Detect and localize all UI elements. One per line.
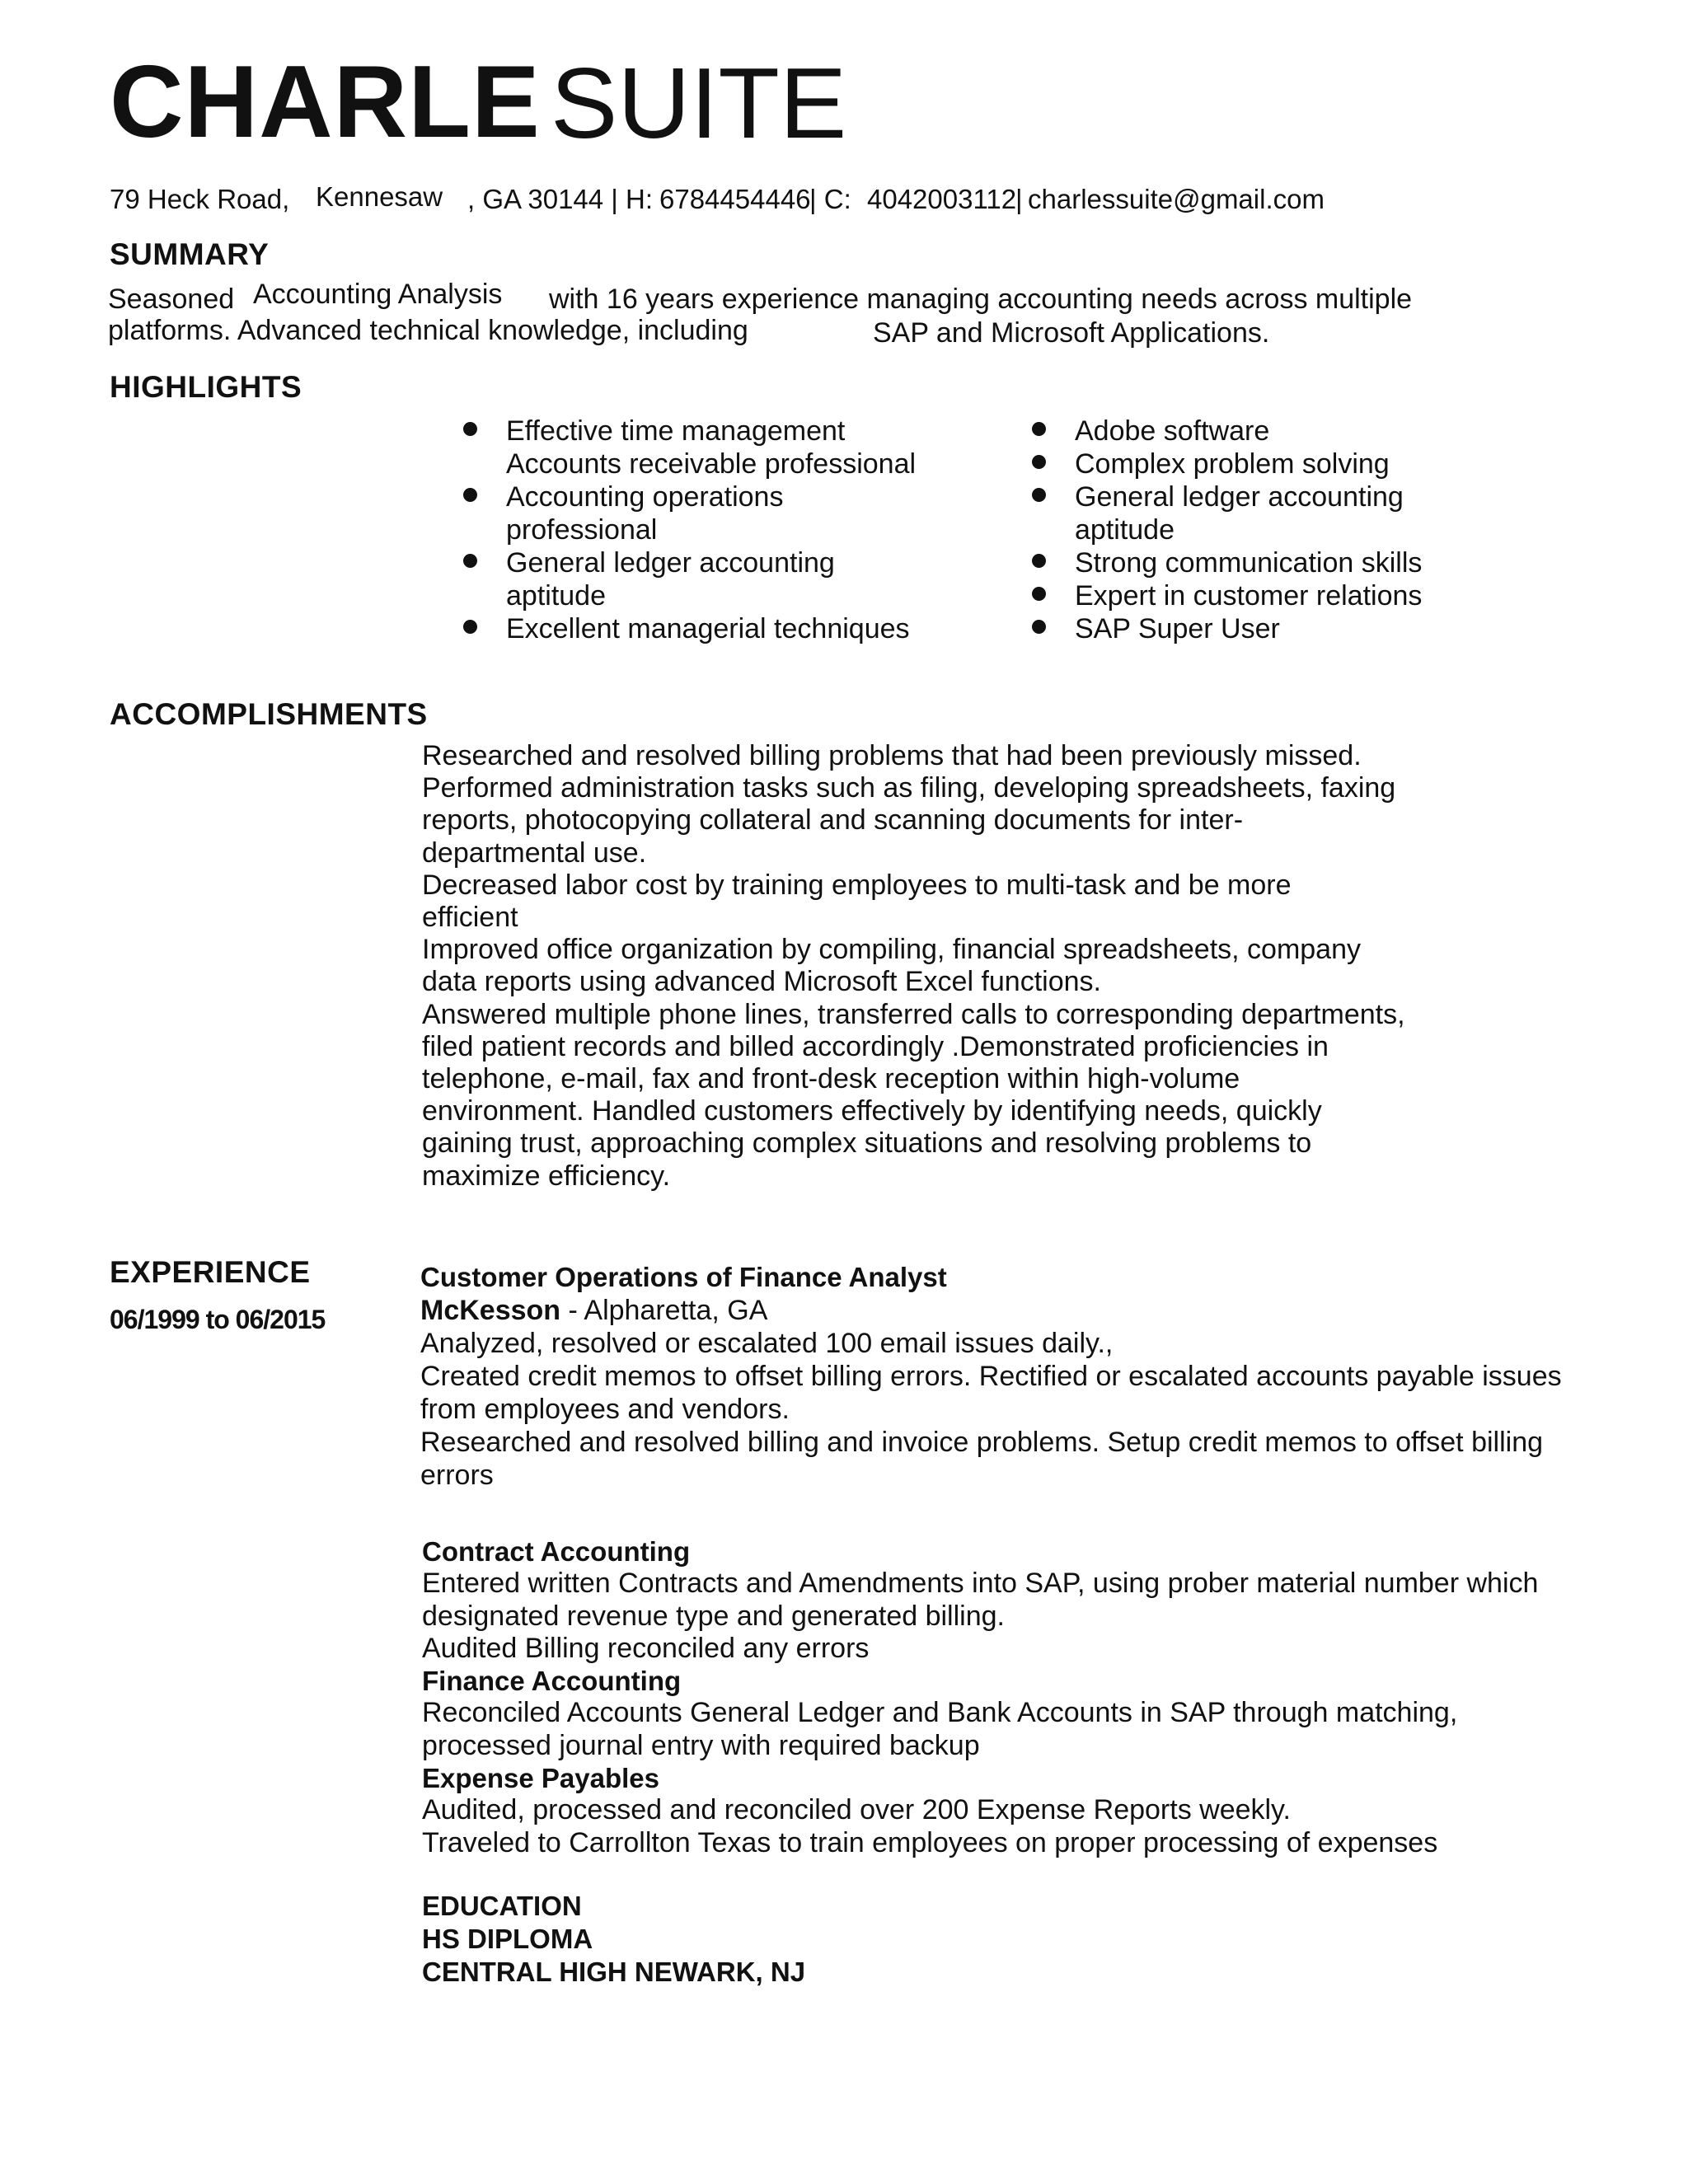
- subsection-line: Traveled to Carrollton Texas to train employees on proper processing of expenses: [422, 1826, 1438, 1858]
- experience-dates: 06/1999 to 06/2015: [110, 1305, 326, 1334]
- highlight-text: aptitude: [1075, 514, 1175, 546]
- highlight-text: Excellent managerial techniques: [506, 613, 910, 644]
- education-degree: HS DIPLOMA: [422, 1924, 593, 1954]
- accomplishment-line: Researched and resolved billing problems that had been previously missed.: [422, 740, 1362, 771]
- subsection-line: designated revenue type and generated billing.: [422, 1600, 1005, 1632]
- highlight-item: [463, 612, 916, 645]
- education-school: CENTRAL HIGH NEWARK, NJ: [422, 1957, 806, 1987]
- highlight-text: General ledger accounting: [506, 547, 835, 579]
- summary-line2-a: platforms. Advanced technical knowledge, including: [108, 315, 748, 346]
- accomplishment-line: Performed administration tasks such as filing, developing spreadsheets, faxing: [422, 772, 1396, 804]
- job-duty-line: Created credit memos to offset billing errors. Rectified or escalated accounts payable issues: [420, 1361, 1562, 1392]
- bullet-icon: [463, 488, 477, 502]
- highlight-item: [1032, 612, 1422, 645]
- highlight-text: professional: [506, 514, 658, 546]
- highlight-item: [463, 448, 916, 480]
- highlight-item: [1032, 415, 1422, 448]
- accomplishment-line: departmental use.: [422, 837, 647, 869]
- highlight-text: SAP Super User: [1075, 613, 1280, 644]
- highlights-left-column: [463, 415, 916, 645]
- address-rest: , GA 30144 | H:: [467, 184, 654, 214]
- phone-cell: 4042003112: [867, 184, 1017, 214]
- summary-line1-rest: with 16 years experience managing accounting needs across multiple: [549, 284, 1413, 315]
- accomplishment-line: Improved office organization by compiling, financial spreadsheets, company: [422, 934, 1361, 966]
- accomplishment-line: telephone, e-mail, fax and front-desk reception within high-volume: [422, 1063, 1240, 1095]
- email-separator: |: [1015, 184, 1023, 214]
- first-name: CHARLE: [110, 45, 541, 159]
- experience-title: EXPERIENCE: [110, 1255, 311, 1289]
- job-company: McKesson: [420, 1295, 561, 1326]
- highlight-text: aptitude: [506, 580, 606, 612]
- job-company-line: [420, 1294, 1562, 1327]
- experience-job: [420, 1261, 1562, 1492]
- phone-home: 6784454446: [659, 184, 811, 214]
- bullet-icon: [1032, 554, 1046, 568]
- accomplishments-list: [422, 740, 1405, 1193]
- subsection-line: processed journal entry with required backup: [422, 1729, 980, 1761]
- education-section: [422, 1890, 805, 1989]
- job-title: Customer Operations of Finance Analyst: [420, 1262, 947, 1292]
- highlight-text: General ledger accounting: [1075, 481, 1404, 513]
- summary-line2-b: SAP and Microsoft Applications.: [873, 317, 1270, 349]
- highlight-item: [463, 579, 916, 612]
- last-name: SUITE: [551, 47, 847, 159]
- accomplishments-title: ACCOMPLISHMENTS: [110, 697, 428, 731]
- summary-role: Accounting Analysis: [253, 279, 503, 310]
- highlight-item: [1032, 480, 1422, 513]
- summary-title: SUMMARY: [110, 237, 270, 271]
- subsection-heading: Contract Accounting: [422, 1536, 691, 1567]
- highlight-text: Adobe software: [1075, 415, 1270, 447]
- highlights-title: HIGHLIGHTS: [110, 370, 302, 404]
- bullet-icon: [1032, 620, 1046, 634]
- experience-subsections: [422, 1535, 1538, 1859]
- bullet-icon: [463, 554, 477, 568]
- address-city: Kennesaw: [316, 181, 443, 212]
- accomplishment-line: reports, photocopying collateral and scanning documents for inter-: [422, 804, 1244, 837]
- subsection-heading: Expense Payables: [422, 1763, 660, 1794]
- job-duty-line: Analyzed, resolved or escalated 100 email issues daily.,: [420, 1328, 1114, 1359]
- bullet-icon: [1032, 587, 1046, 601]
- accomplishment-line: filed patient records and billed accordingly .Demonstrated proficiencies in: [422, 1030, 1329, 1062]
- highlight-item: [463, 513, 916, 546]
- highlights-right-column: [1032, 415, 1422, 645]
- subsection-line: Reconciled Accounts General Ledger and Bank Accounts in SAP through matching,: [422, 1697, 1458, 1729]
- highlight-text: Accounting operations: [506, 481, 784, 513]
- highlight-item: [463, 415, 916, 448]
- accomplishment-line: gaining trust, approaching complex situations and resolving problems to: [422, 1127, 1312, 1160]
- subsection-line: Audited Billing reconciled any errors: [422, 1632, 870, 1664]
- email: charlessuite@gmail.com: [1028, 184, 1325, 214]
- job-location: - Alpharetta, GA: [560, 1295, 768, 1326]
- subsection-line: Audited, processed and reconciled over 200 Expense Reports weekly.: [422, 1794, 1291, 1826]
- accomplishment-line: Answered multiple phone lines, transferred calls to corresponding departments,: [422, 998, 1405, 1030]
- highlight-text: Complex problem solving: [1075, 448, 1390, 480]
- accomplishment-line: efficient: [422, 902, 518, 934]
- highlight-item: [1032, 579, 1422, 612]
- highlight-item: [463, 546, 916, 579]
- bullet-icon: [1032, 455, 1046, 469]
- phone-cell-label: | C:: [809, 184, 851, 214]
- bullet-icon: [1032, 488, 1046, 502]
- accomplishment-line: data reports using advanced Microsoft Excel functions.: [422, 966, 1101, 998]
- subsection-heading: Finance Accounting: [422, 1666, 682, 1697]
- bullet-icon: [463, 422, 477, 436]
- job-duties: [420, 1327, 1562, 1492]
- highlight-item: [1032, 448, 1422, 480]
- highlight-text: Expert in customer relations: [1075, 580, 1423, 612]
- bullet-icon: [463, 620, 477, 634]
- highlight-text: Accounts receivable professional: [506, 448, 917, 480]
- address-street: 79 Heck Road,: [110, 184, 290, 214]
- summary-seasoned: Seasoned: [108, 284, 235, 315]
- accomplishment-line: Decreased labor cost by training employees to multi-task and be more: [422, 869, 1292, 901]
- highlight-text: Effective time management: [506, 415, 846, 447]
- highlight-item: [1032, 513, 1422, 546]
- job-duty-line: errors: [420, 1460, 494, 1491]
- education-title: EDUCATION: [422, 1891, 582, 1921]
- accomplishment-line: environment. Handled customers effectively by identifying needs, quickly: [422, 1095, 1322, 1127]
- bullet-icon: [1032, 422, 1046, 436]
- job-duty-line: Researched and resolved billing and invoice problems. Setup credit memos to offset billing: [420, 1427, 1544, 1458]
- subsection-line: Entered written Contracts and Amendments into SAP, using prober material number which: [422, 1568, 1539, 1600]
- accomplishment-line: maximize efficiency.: [422, 1160, 671, 1192]
- highlight-item: [463, 480, 916, 513]
- highlight-item: [1032, 546, 1422, 579]
- highlight-text: Strong communication skills: [1075, 547, 1423, 579]
- job-duty-line: from employees and vendors.: [420, 1394, 790, 1425]
